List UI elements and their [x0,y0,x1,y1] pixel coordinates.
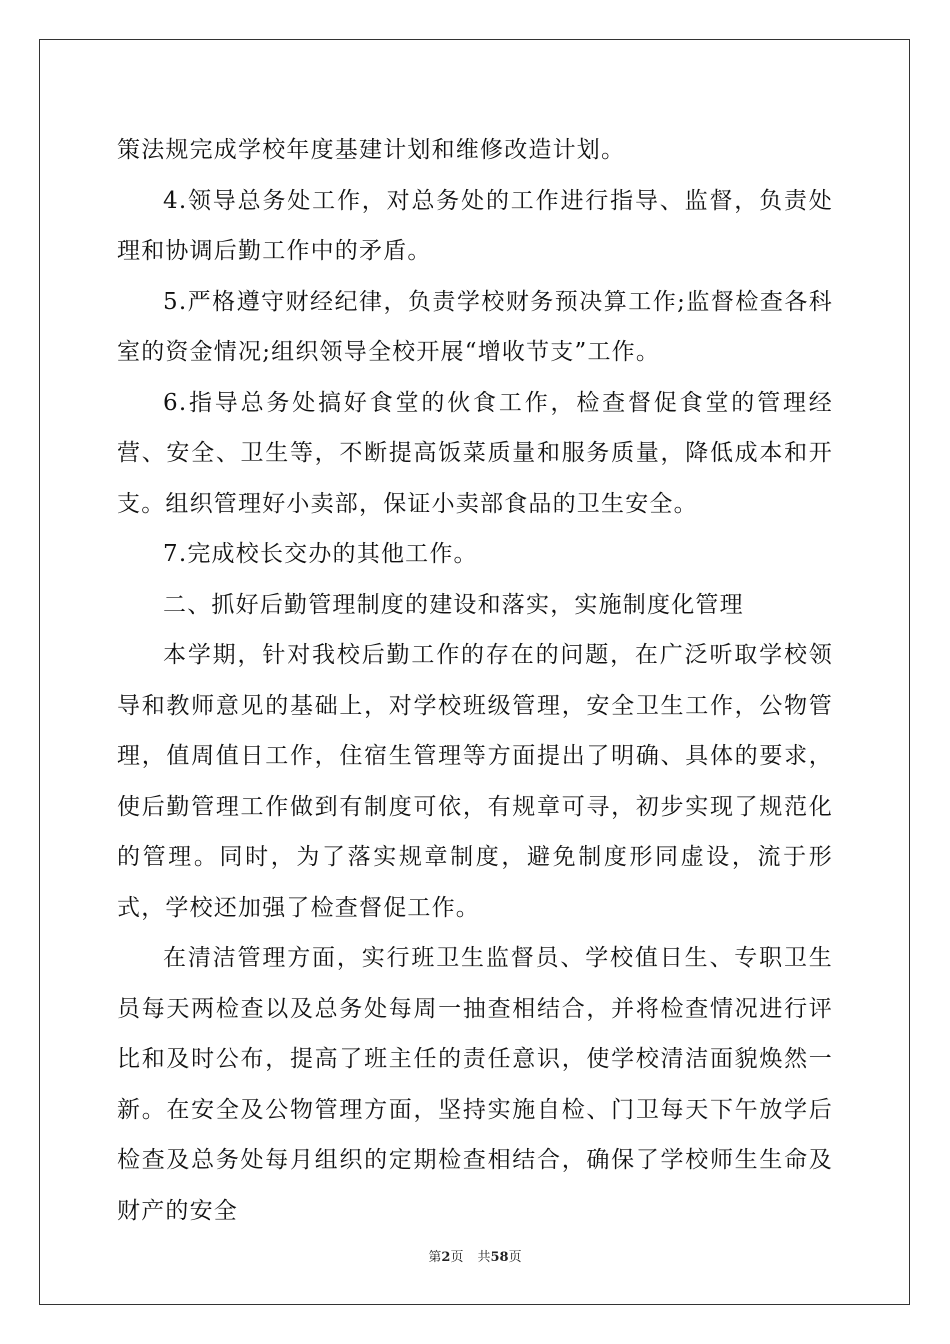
paragraph-4: 6.指导总务处搞好食堂的伙食工作，检查督促食堂的管理经营、安全、卫生等，不断提高饭菜质量和服务质量，降低成本和开支。组织管理好小卖部，保证小卖部食品的卫生安全。 [117,389,833,517]
total-pages: 58 [490,1250,509,1265]
paragraph-8: 在清洁管理方面，实行班卫生监督员、学校值日生、专职卫生员每天两检查以及总务处每周一抽查相结合，并将检查情况进行评比和及时公布，提高了班主任的责任意识，使学校清洁面貌焕然一新。在安全及公物管理方面，坚持实施自检、门卫每天下午放学后检查及总务处每月组织的定期检查相结合，确保了学校师生生命及财产的安全 [117,945,833,1224]
paragraph-2: 4.领导总务处工作，对总务处的工作进行指导、监督，负责处理和协调后勤工作中的矛盾。 [117,187,833,264]
paragraph-7: 本学期，针对我校后勤工作的存在的问题，在广泛听取学校领导和教师意见的基础上，对学校班级管理，安全卫生工作，公物管理，值周值日工作，住宿生管理等方面提出了明确、具体的要求，使后勤管理工作做到有制度可依，有规章可寻，初步实现了规范化的管理。同时，为了落实规章制度，避免制度形同虚设，流于形式，学校还加强了检查督促工作。 [117,642,833,921]
paragraph-1: 策法规完成学校年度基建计划和维修改造计划。 [117,137,626,163]
paragraph-5: 7.完成校长交办的其他工作。 [163,541,478,567]
paragraph-3: 5.严格遵守财经纪律，负责学校财务预决算工作;监督检查各科室的资金情况;组织领导全校开展“增收节支”工作。 [117,288,833,365]
page-footer [0,1246,950,1265]
page-suffix: 页 [450,1250,464,1265]
total-suffix: 页 [508,1250,522,1265]
total-prefix: 共 [477,1250,491,1265]
section-heading: 二、抓好后勤管理制度的建设和落实，实施制度化管理 [163,591,744,618]
document-body [117,125,833,1236]
page-number: 2 [441,1250,451,1265]
page-prefix: 第 [428,1250,442,1265]
